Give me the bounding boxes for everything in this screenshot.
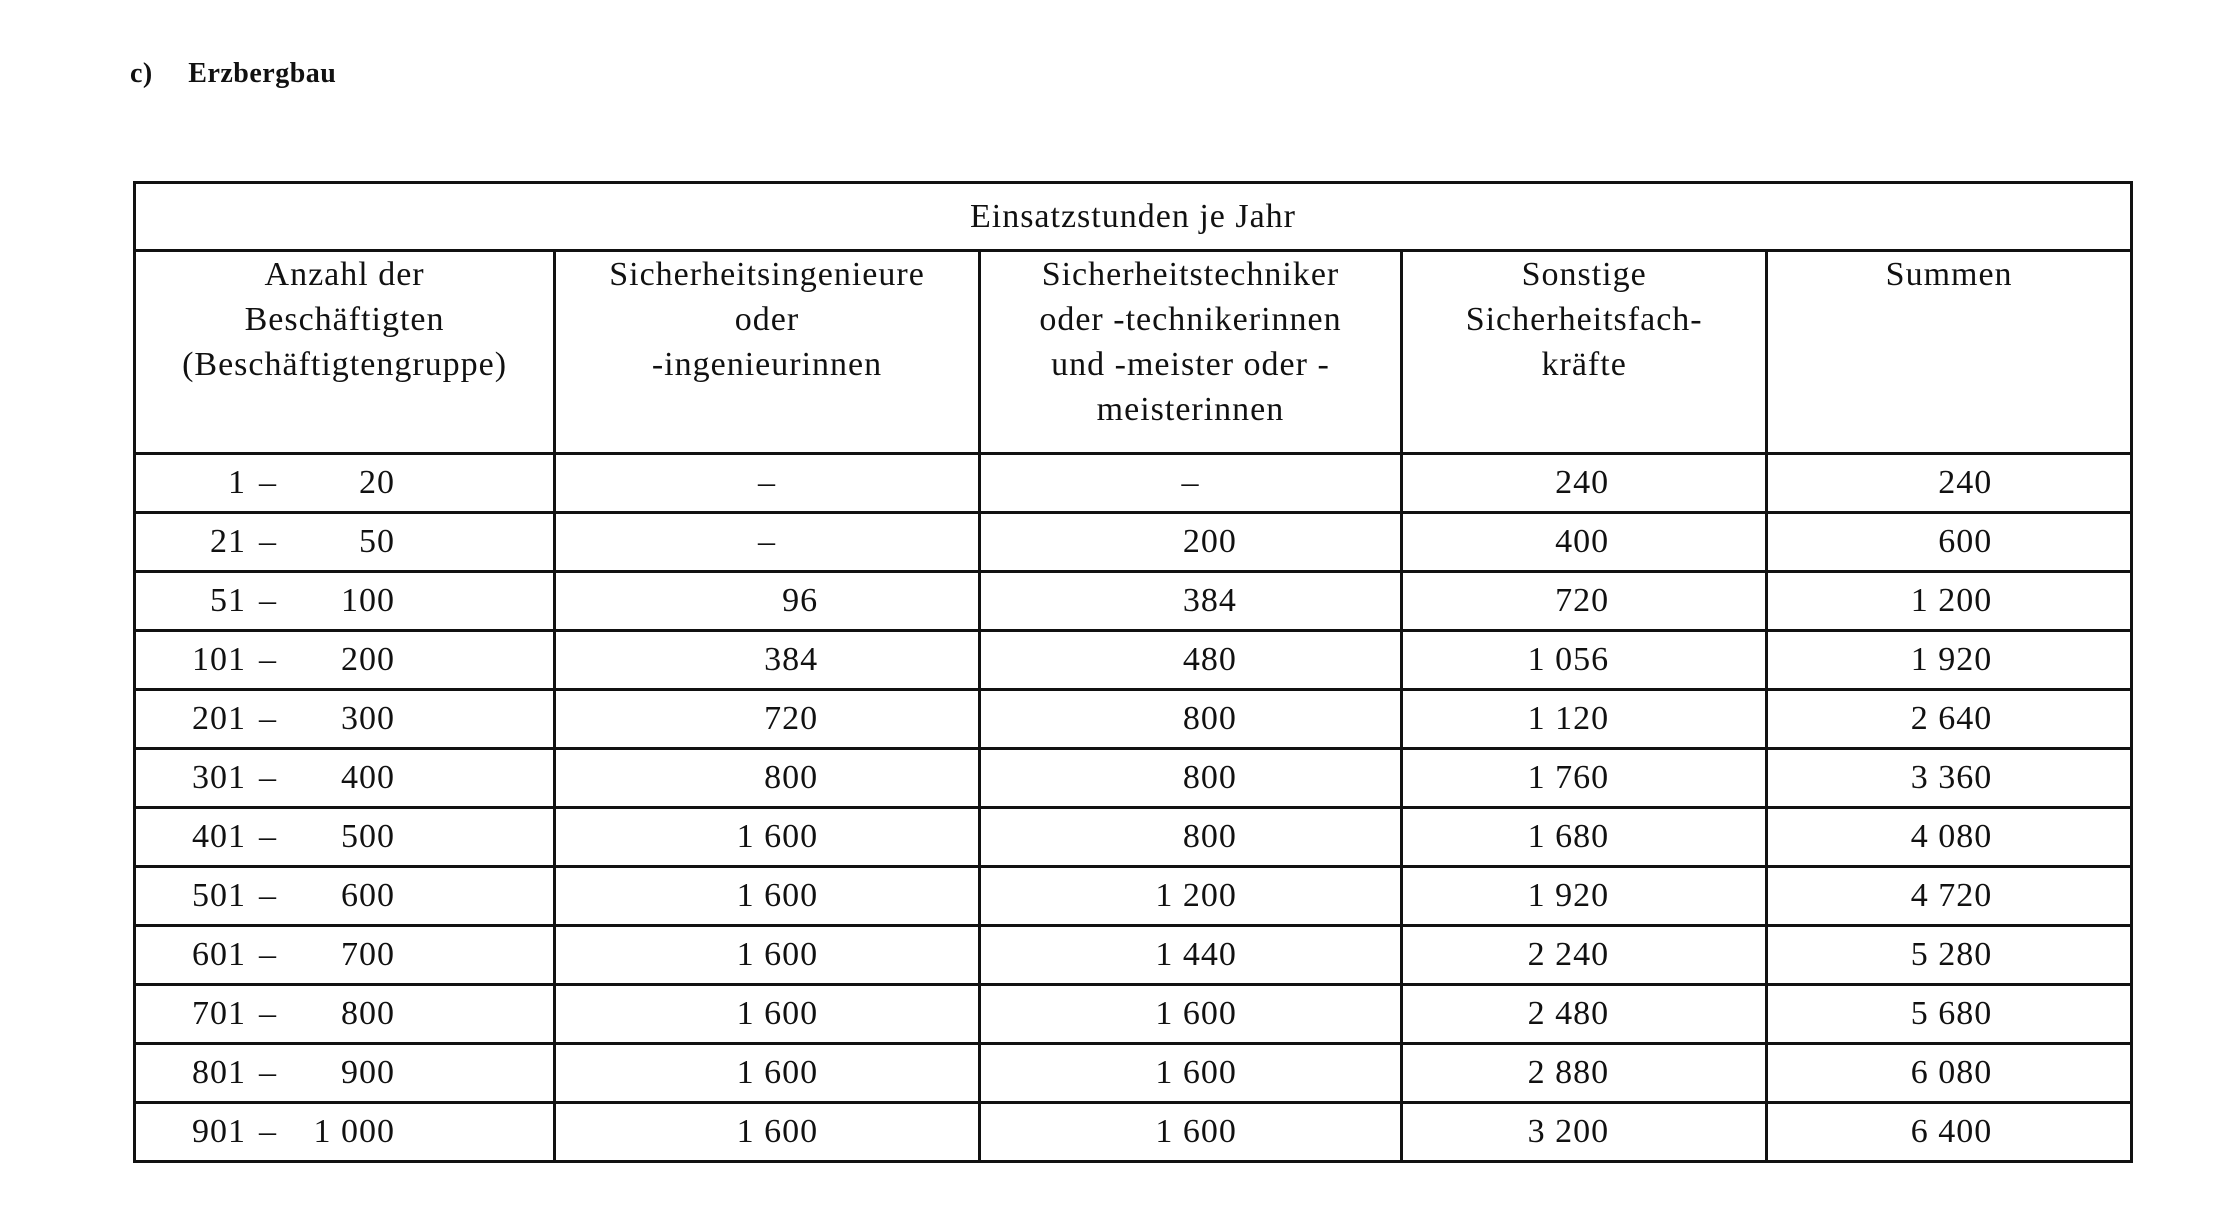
staffing-hours-table [133,181,2133,1163]
header-beschaeftigtengruppe [135,251,555,454]
range-from: 901 [192,1113,246,1150]
range-from: 201 [192,700,246,737]
techniker-hours-cell [979,690,1401,749]
range-dash: – [259,759,277,796]
ingenieure-hours-cell [555,631,980,690]
employee-range [136,759,395,797]
header-line: Anzahl der [264,256,425,293]
summen-cell [1767,808,2132,867]
techniker-hours-cell [979,808,1401,867]
employee-range [136,523,395,561]
summen-cell [1767,572,2132,631]
ingenieure-hours-cell [555,867,980,926]
range-to: 900 [341,1054,395,1091]
techniker-hours-cell [979,572,1401,631]
range-from: 401 [192,818,246,855]
cell-value: 384 [1182,582,1237,619]
sonstige-hours-cell [1402,867,1767,926]
table-row [135,454,2132,513]
cell-value: 1 440 [1155,936,1237,973]
sonstige-hours-cell [1402,513,1767,572]
employee-range [136,641,395,679]
header-line: Sonstige [1521,256,1647,293]
cell-value: 4 720 [1910,877,1993,914]
range-to: 500 [341,818,395,855]
header-line: meisterinnen [1096,391,1285,428]
ingenieure-hours-cell [555,1103,980,1162]
range-dash: – [259,936,277,973]
summen-cell [1767,631,2132,690]
ingenieure-hours-cell [555,1044,980,1103]
employee-range-cell [135,749,555,808]
cell-value: 1 760 [1527,759,1610,796]
range-dash: – [259,582,277,619]
header-line: Sicherheitsingenieure [609,256,925,293]
employee-range [136,582,395,620]
employee-range-cell [135,985,555,1044]
summen-cell [1767,749,2132,808]
cell-value: 1 920 [1910,641,1993,678]
ingenieure-hours-cell [555,513,980,572]
cell-value: – [758,464,776,501]
header-line: Summen [1885,256,2013,293]
summen-cell [1767,454,2132,513]
range-to: 200 [341,641,395,678]
employee-range [136,936,395,974]
employee-range-cell [135,1103,555,1162]
cell-value: 4 080 [1910,818,1993,855]
techniker-hours-cell [979,867,1401,926]
employee-range [136,995,395,1033]
table-caption: Einsatzstunden je Jahr [135,183,2132,251]
header-line: oder -technikerinnen [1039,301,1342,338]
cell-value: 800 [1182,759,1237,796]
employee-range-cell [135,690,555,749]
employee-range-cell [135,572,555,631]
range-from: 21 [210,523,246,560]
cell-value: 6 400 [1910,1113,1993,1150]
table-row [135,985,2132,1044]
sonstige-hours-cell [1402,985,1767,1044]
employee-range-cell [135,808,555,867]
cell-value: 2 480 [1527,995,1610,1032]
techniker-hours-cell [979,1103,1401,1162]
ingenieure-hours-cell [555,926,980,985]
summen-cell [1767,1103,2132,1162]
cell-value: 1 600 [1155,995,1237,1032]
cell-value: 1 200 [1155,877,1237,914]
table-row [135,808,2132,867]
range-from: 501 [192,877,246,914]
header-line: Sicherheitstechniker [1041,256,1340,293]
techniker-hours-cell [979,631,1401,690]
table-row [135,572,2132,631]
header-line: oder [734,301,800,338]
header-line: kräfte [1541,346,1627,383]
cell-value: 6 080 [1910,1054,1993,1091]
cell-value: 1 120 [1527,700,1610,737]
employee-range [136,1113,395,1151]
employee-range [136,464,395,502]
cell-value: 1 600 [1155,1113,1237,1150]
cell-value: 800 [1182,700,1237,737]
range-to: 700 [341,936,395,973]
sonstige-hours-cell [1402,808,1767,867]
ingenieure-hours-cell [555,572,980,631]
cell-value: 5 280 [1910,936,1993,973]
cell-value: 384 [764,641,819,678]
employee-range-cell [135,1044,555,1103]
header-sonstige-fachkraefte [1402,251,1767,454]
employee-range-cell [135,513,555,572]
cell-value: 2 240 [1527,936,1610,973]
range-from: 301 [192,759,246,796]
employee-range [136,700,395,738]
column-header-row [135,251,2132,454]
cell-value: 1 056 [1527,641,1610,678]
cell-value: 5 680 [1910,995,1993,1032]
header-line: -ingenieurinnen [651,346,883,383]
table-row [135,1103,2132,1162]
table-row [135,926,2132,985]
sonstige-hours-cell [1402,926,1767,985]
cell-value: 240 [1938,464,1993,501]
table-row [135,690,2132,749]
range-dash: – [259,877,277,914]
summen-cell [1767,690,2132,749]
table-body [135,454,2132,1162]
ingenieure-hours-cell [555,808,980,867]
cell-value: 96 [782,582,819,619]
cell-value: 1 600 [736,936,819,973]
sonstige-hours-cell [1402,572,1767,631]
sonstige-hours-cell [1402,749,1767,808]
cell-value: 400 [1555,523,1610,560]
summen-cell [1767,926,2132,985]
techniker-hours-cell [979,749,1401,808]
range-dash: – [259,818,277,855]
sonstige-hours-cell [1402,1044,1767,1103]
range-to: 50 [359,523,395,560]
cell-value: 800 [1182,818,1237,855]
employee-range [136,877,395,915]
range-dash: – [259,523,277,560]
range-to: 1 000 [313,1113,395,1150]
cell-value: 1 600 [736,818,819,855]
table-row [135,749,2132,808]
header-line: und -meister oder - [1051,346,1330,383]
cell-value: 1 600 [736,877,819,914]
header-sicherheitsingenieure [555,251,980,454]
range-from: 51 [210,582,246,619]
range-from: 601 [192,936,246,973]
range-from: 701 [192,995,246,1032]
cell-value: 720 [764,700,819,737]
range-to: 800 [341,995,395,1032]
cell-value: 3 200 [1527,1113,1610,1150]
employee-range-cell [135,454,555,513]
employee-range-cell [135,867,555,926]
range-dash: – [259,1113,277,1150]
section-label: c) [130,58,153,89]
summen-cell [1767,867,2132,926]
section-title-text: Erzbergbau [188,58,337,89]
header-line: Sicherheitsfach- [1465,301,1703,338]
ingenieure-hours-cell [555,749,980,808]
cell-value: 200 [1182,523,1237,560]
range-dash: – [259,464,277,501]
cell-value: – [758,523,776,560]
summen-cell [1767,1044,2132,1103]
range-to: 300 [341,700,395,737]
cell-value: 1 600 [1155,1054,1237,1091]
range-dash: – [259,641,277,678]
range-dash: – [259,995,277,1032]
range-to: 600 [341,877,395,914]
techniker-hours-cell [979,926,1401,985]
sonstige-hours-cell [1402,631,1767,690]
cell-value: 800 [764,759,819,796]
cell-value: 2 640 [1910,700,1993,737]
table-row [135,867,2132,926]
cell-value: 720 [1555,582,1610,619]
range-from: 101 [192,641,246,678]
range-to: 20 [359,464,395,501]
header-summen [1767,251,2132,454]
table-row [135,513,2132,572]
range-dash: – [259,700,277,737]
employee-range-cell [135,926,555,985]
cell-value: 480 [1182,641,1237,678]
sonstige-hours-cell [1402,1103,1767,1162]
header-line: (Beschäftigtengruppe) [182,346,508,383]
cell-value: 1 600 [736,1113,819,1150]
table-row [135,631,2132,690]
cell-value: 2 880 [1527,1054,1610,1091]
employee-range [136,818,395,856]
techniker-hours-cell [979,454,1401,513]
techniker-hours-cell [979,1044,1401,1103]
cell-value: 1 680 [1527,818,1610,855]
cell-value: 240 [1555,464,1610,501]
sonstige-hours-cell [1402,690,1767,749]
header-sicherheitstechniker [979,251,1401,454]
header-line: Beschäftigten [244,301,445,338]
range-to: 100 [341,582,395,619]
cell-value: – [1181,464,1200,501]
summen-cell [1767,985,2132,1044]
techniker-hours-cell [979,513,1401,572]
range-from: 801 [192,1054,246,1091]
section-heading [130,58,336,90]
cell-value: 600 [1938,523,1993,560]
employee-range-cell [135,631,555,690]
cell-value: 3 360 [1910,759,1993,796]
summen-cell [1767,513,2132,572]
sonstige-hours-cell [1402,454,1767,513]
ingenieure-hours-cell [555,454,980,513]
cell-value: 1 600 [736,995,819,1032]
cell-value: 1 920 [1527,877,1610,914]
ingenieure-hours-cell [555,690,980,749]
range-to: 400 [341,759,395,796]
table-row [135,1044,2132,1103]
range-dash: – [259,1054,277,1091]
cell-value: 1 200 [1910,582,1993,619]
techniker-hours-cell [979,985,1401,1044]
range-from: 1 [228,464,246,501]
employee-range [136,1054,395,1092]
ingenieure-hours-cell [555,985,980,1044]
cell-value: 1 600 [736,1054,819,1091]
